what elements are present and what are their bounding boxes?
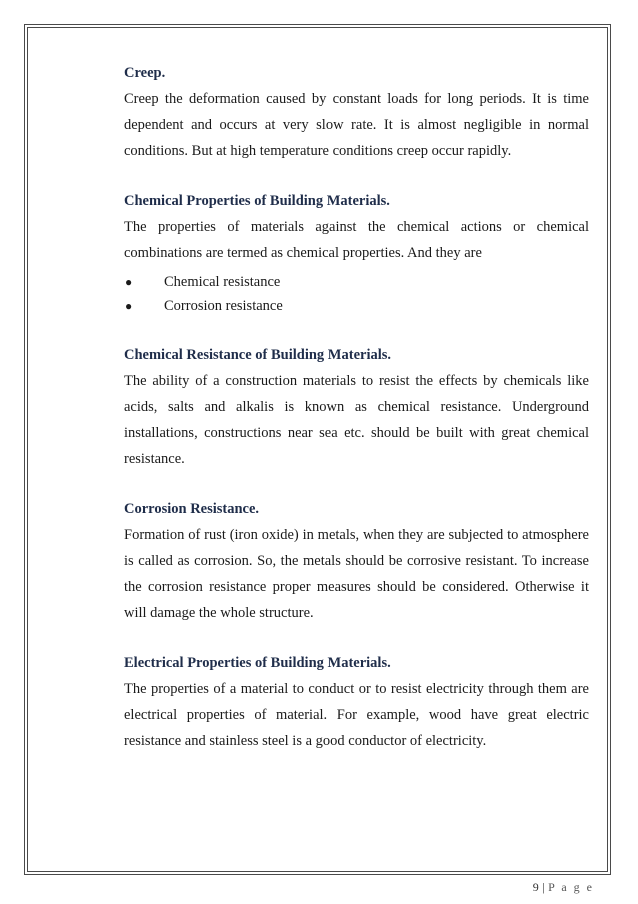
list-item-label: Chemical resistance [164, 274, 281, 290]
section-chemical-resistance [124, 342, 589, 472]
section-electrical-properties [124, 650, 589, 754]
bullet-icon: ● [125, 275, 133, 289]
section-heading: Corrosion Resistance. [124, 501, 260, 517]
section-heading: Electrical Properties of Building Materials. [124, 655, 391, 671]
footer-separator: | [542, 880, 546, 894]
section-heading: Chemical Properties of Building Materials. [124, 193, 390, 209]
section-corrosion-resistance [124, 496, 589, 626]
section-paragraph: The properties of a material to conduct or to resist electricity through them are electrical properties of material. For example, wood have great electric resistance and stainless steel is a good conductor of electricity. [124, 681, 589, 749]
document-body [124, 60, 589, 778]
section-paragraph: Creep the deformation caused by constant loads for long periods. It is time dependent and occurs at very slow rate. It is almost negligible in normal conditions. But at high temperature conditions creep occur rapidly. [124, 91, 589, 159]
page-label: P a g e [548, 880, 594, 894]
section-heading: Creep. [124, 65, 166, 81]
page-footer [533, 880, 594, 895]
list-item [124, 294, 589, 318]
section-chemical-properties [124, 188, 589, 318]
section-paragraph: The ability of a construction materials to resist the effects by chemicals like acids, salts and alkalis is known as chemical resistance. Underground installations, constructions near sea etc. should be built with great chemical resistance. [124, 373, 589, 467]
list-item-label: Corrosion resistance [164, 298, 283, 314]
bullet-list [124, 270, 589, 318]
section-paragraph: Formation of rust (iron oxide) in metals, when they are subjected to atmosphere is called as corrosion. So, the metals should be corrosive resistant. To increase the corrosion resistance proper measures should be considered. Otherwise it will damage the whole structure. [124, 527, 589, 621]
list-item [124, 270, 589, 294]
section-heading: Chemical Resistance of Building Materials. [124, 347, 392, 363]
section-paragraph: The properties of materials against the chemical actions or chemical combinations are termed as chemical properties. And they are [124, 219, 589, 261]
bullet-icon: ● [125, 299, 133, 313]
page-number: 9 [532, 880, 540, 894]
section-creep [124, 60, 589, 164]
